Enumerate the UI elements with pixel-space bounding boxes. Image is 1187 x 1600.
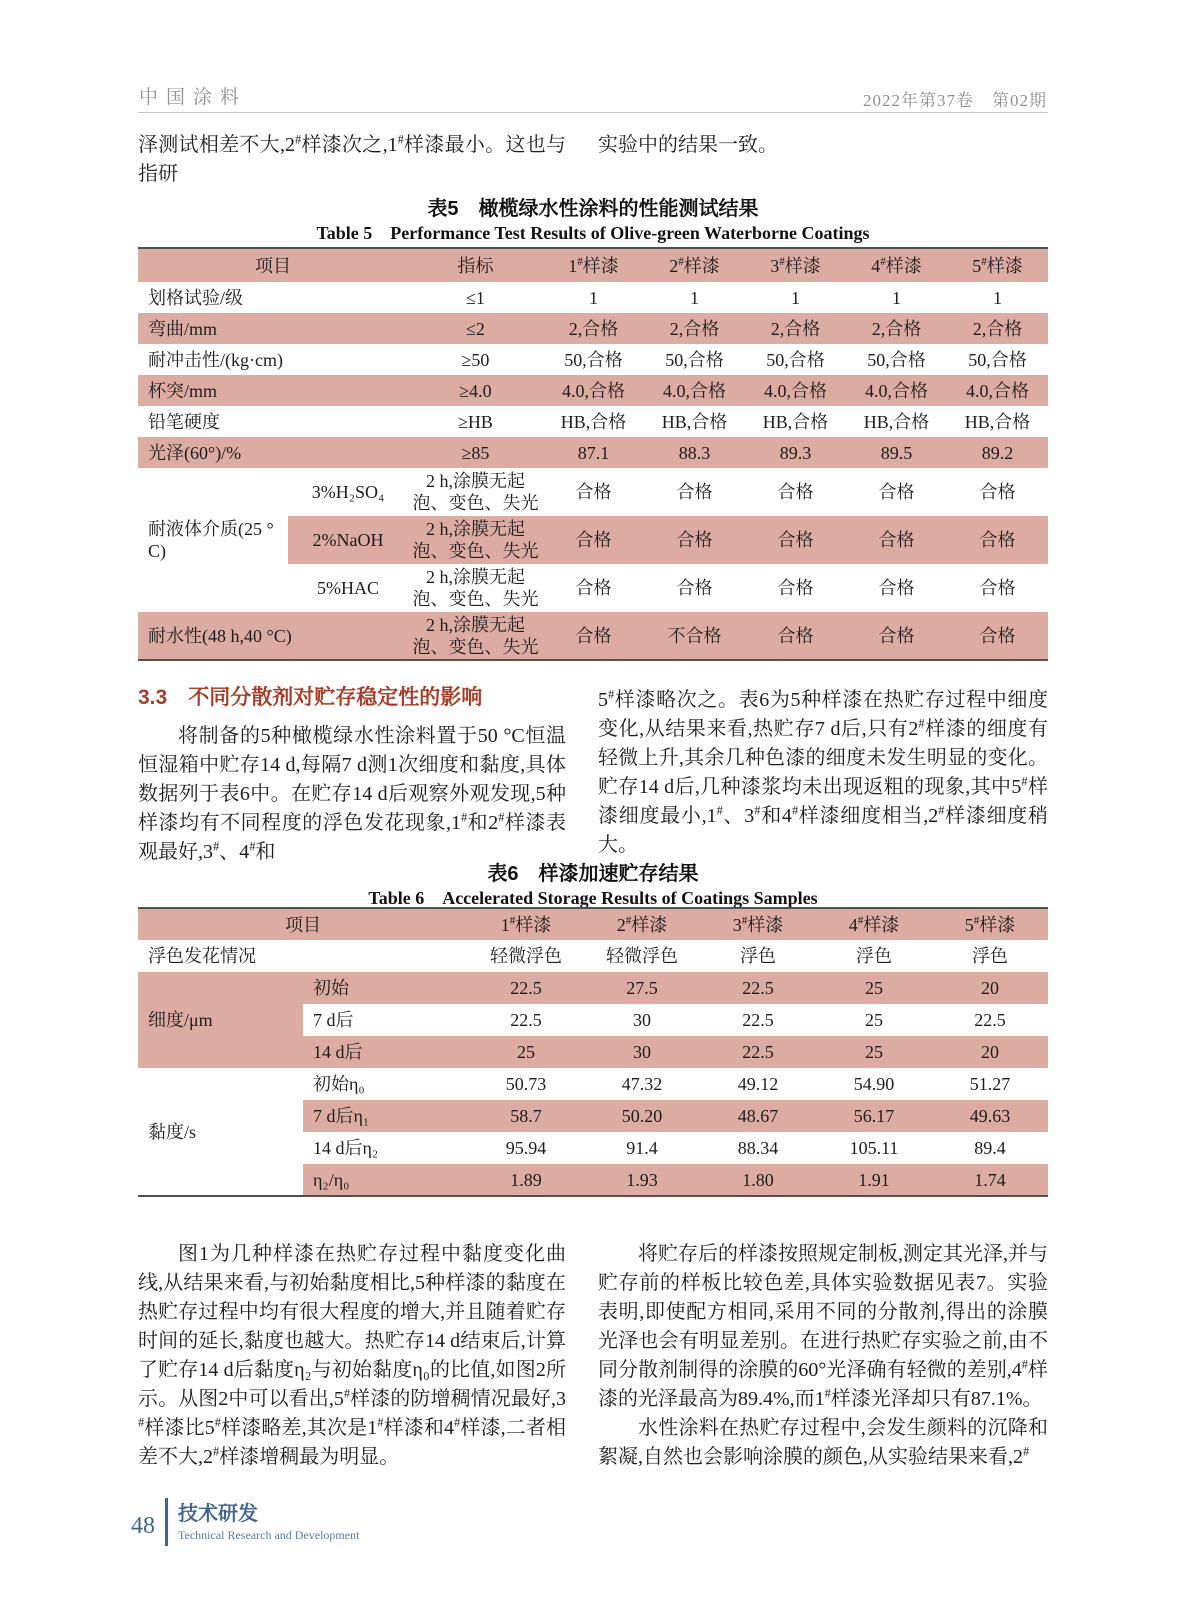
table-cell: 20	[932, 1036, 1048, 1068]
table-cell: ≥HB	[458, 411, 493, 432]
table-cell: 91.4	[626, 1138, 658, 1158]
table-cell: 50,合格	[766, 349, 825, 370]
table-cell: 浮色	[856, 946, 892, 966]
table-cell: 耐冲击性/(kg·cm)	[148, 349, 283, 370]
table-row	[138, 406, 1048, 437]
table-row	[138, 344, 1048, 375]
table-cell: 4.0,合格	[543, 375, 644, 406]
table-header-cell: 项目	[138, 908, 468, 940]
table-cell: 合格	[676, 578, 713, 598]
table-cell: 27.5	[584, 972, 700, 1004]
table-cell: 20	[932, 972, 1048, 1004]
table-cell: 89.2	[947, 437, 1048, 468]
table-cell: 初始	[303, 972, 468, 1004]
table-cell: 铅笔硬度	[148, 411, 220, 432]
footer-section	[178, 1501, 359, 1543]
table-row	[138, 972, 1048, 1004]
table-cell: 合格	[543, 516, 644, 564]
table5	[138, 247, 1048, 661]
table-header-cell: 2#样漆	[644, 248, 745, 282]
table-cell: 25	[468, 1036, 584, 1068]
table-cell: 89.4	[974, 1138, 1006, 1158]
table-cell: 3%H₂SO₄	[311, 482, 385, 502]
table-cell: 47.32	[621, 1074, 663, 1094]
table-cell: 2,合格	[846, 313, 947, 344]
table-cell: 25	[816, 972, 932, 1004]
table-row	[138, 612, 1048, 660]
table5-caption-en: Table 5 Performance Test Results of Olive-green Waterborne Coatings	[316, 223, 870, 243]
section-3-3-left-text: 将制备的5种橄榄绿水性涂料置于50 °C恒温恒湿箱中贮存14 d,每隔7 d测1次细度和黏度,具体数据列于表6中。在贮存14 d后观察外观发现,5种样漆均有不同程度的浮色发花现象,1#和2#样漆表观最好,3#、4#和	[138, 725, 567, 863]
intro-left-text: 泽测试相差不大,2#样漆次之,1#样漆最小。这也与指研	[138, 132, 567, 185]
table-header-cell: 3#样漆	[745, 248, 846, 282]
table-cell: 49.12	[737, 1074, 779, 1094]
table-cell: 合格	[676, 482, 713, 502]
table-header-cell: 1#样漆	[468, 908, 584, 940]
table-header-cell: 5#样漆	[947, 248, 1048, 282]
table-cell: 49.63	[932, 1100, 1048, 1132]
table-row	[138, 375, 1048, 406]
table-cell: 88.34	[737, 1138, 779, 1158]
table-row	[138, 1068, 1048, 1100]
table-cell: ≤2	[408, 313, 543, 344]
table-cell: 合格	[745, 612, 846, 660]
table-cell: 7 d后	[313, 1010, 354, 1030]
table-cell: 初始η₀	[313, 1074, 365, 1094]
table-cell: 浮色	[972, 946, 1008, 966]
table-cell: 50.20	[584, 1100, 700, 1132]
issue-info: 2022年第37卷 第02期	[863, 91, 1047, 110]
table-cell: 2%NaOH	[288, 516, 408, 564]
table-cell: 50,合格	[867, 349, 926, 370]
footer-divider	[165, 1498, 168, 1546]
table-cell: 30	[633, 1010, 651, 1030]
table-cell: 7 d后η₁	[303, 1100, 468, 1132]
table6-caption-en: Table 6 Accelerated Storage Results of Coatings Samples	[368, 888, 818, 908]
section-3-3-left-column	[138, 683, 566, 867]
section-3-3-right-column	[598, 686, 1048, 860]
journal-title: 中国涂料	[139, 87, 248, 108]
bottom-right-text-2: 水性涂料在热贮存过程中,会发生颜料的沉降和絮凝,自然也会影响涂膜的颜色,从实验结果来看,2#	[598, 1417, 1048, 1468]
table-cell: 89.3	[745, 437, 846, 468]
table-cell: 划格试验/级	[148, 287, 244, 308]
table5-caption-zh: 表5 橄榄绿水性涂料的性能测试结果	[427, 198, 759, 220]
table-row	[138, 468, 1048, 516]
table-cell: 50.73	[505, 1074, 547, 1094]
table-cell: 2 h,涂膜无起泡、变色、失光	[408, 516, 543, 564]
table-cell: 22.5	[510, 1010, 542, 1030]
table-cell: 轻微浮色	[606, 946, 678, 966]
table-cell-group-label: 耐液体介质(25 °C)	[148, 519, 274, 561]
table-cell: 4.0,合格	[947, 375, 1048, 406]
table-cell: 合格	[644, 516, 745, 564]
table6-header-row	[138, 908, 1048, 940]
table-cell: 14 d后	[303, 1036, 468, 1068]
table-cell: 2,合格	[543, 313, 644, 344]
table-row	[138, 437, 1048, 468]
table-cell: 合格	[777, 578, 814, 598]
table-cell: 25	[816, 1036, 932, 1068]
table-cell: 4.0,合格	[846, 375, 947, 406]
table-cell: 浮色发花情况	[148, 946, 256, 966]
table-cell: 4.0,合格	[644, 375, 745, 406]
table-cell: 1.93	[584, 1164, 700, 1196]
table-cell: 1	[690, 287, 699, 308]
table-cell: 30	[584, 1036, 700, 1068]
table-header-cell: 4#样漆	[816, 908, 932, 940]
table-cell: 88.3	[644, 437, 745, 468]
table-header-cell: 4#样漆	[846, 248, 947, 282]
table-cell: 2 h,涂膜无起泡、变色、失光	[412, 567, 539, 609]
table-cell: 合格	[575, 578, 612, 598]
table-cell: 合格	[846, 516, 947, 564]
table-row	[138, 313, 1048, 344]
table-cell: 22.5	[742, 1010, 774, 1030]
table-cell: ≥4.0	[408, 375, 543, 406]
table-cell: 51.27	[969, 1074, 1011, 1094]
footer-section-subtitle: Technical Research and Development	[178, 1528, 360, 1542]
table-cell: 25	[865, 1010, 883, 1030]
table-header-cell: 项目	[138, 248, 408, 282]
table-cell: 1	[589, 287, 598, 308]
table-header-cell: 5#样漆	[932, 908, 1048, 940]
table-cell: 1.91	[816, 1164, 932, 1196]
intro-right-column	[598, 131, 1048, 160]
table-cell: 2,合格	[947, 313, 1048, 344]
table-cell: 50,合格	[665, 349, 724, 370]
table-cell: 50,合格	[968, 349, 1027, 370]
table-cell: 弯曲/mm	[138, 313, 408, 344]
table-cell: 合格	[979, 578, 1016, 598]
table-cell: 合格	[947, 516, 1048, 564]
table-cell: 合格	[575, 482, 612, 502]
table6-caption-zh: 表6 样漆加速贮存结果	[487, 863, 699, 885]
table-header-cell: 1#样漆	[543, 248, 644, 282]
footer-section-title: 技术研发	[178, 1503, 258, 1525]
table-cell: 1	[993, 287, 1002, 308]
table-cell: 2,合格	[745, 313, 846, 344]
table-cell: 22.5	[700, 972, 816, 1004]
table-cell: 48.67	[700, 1100, 816, 1132]
table-cell: 合格	[878, 482, 915, 502]
table-cell: 5%HAC	[317, 578, 379, 598]
table-cell: HB,合格	[560, 411, 627, 432]
bottom-left-column	[138, 1240, 566, 1472]
table-cell: 杯突/mm	[138, 375, 408, 406]
table-header-cell: 指标	[408, 248, 543, 282]
table-cell: 1.80	[700, 1164, 816, 1196]
table-cell-group-label: 黏度/s	[148, 1121, 197, 1142]
section-heading: 3.3 不同分散剂对贮存稳定性的影响	[138, 686, 483, 709]
table-cell: 浮色	[740, 946, 776, 966]
table-cell: 合格	[846, 612, 947, 660]
table-cell: 光泽(60°)/%	[138, 437, 408, 468]
table-cell: 合格	[543, 612, 644, 660]
table-cell: 轻微浮色	[490, 946, 562, 966]
page-number: 48	[131, 1512, 155, 1539]
table-row	[138, 282, 1048, 313]
table5-header-row	[138, 248, 1048, 282]
table-cell: 合格	[878, 578, 915, 598]
table-cell: 2,合格	[644, 313, 745, 344]
table-row	[138, 940, 1048, 972]
table-cell: ≥85	[408, 437, 543, 468]
table-cell: η₂/η₀	[303, 1164, 468, 1196]
table6	[138, 907, 1048, 1197]
table-cell: 95.94	[505, 1138, 547, 1158]
table-cell: 合格	[979, 482, 1016, 502]
table-cell: 2 h,涂膜无起泡、变色、失光	[408, 612, 543, 660]
table-cell: 89.5	[846, 437, 947, 468]
table-cell: 1.74	[932, 1164, 1048, 1196]
table-cell: HB,合格	[964, 411, 1031, 432]
table-cell: 22.5	[974, 1010, 1006, 1030]
table-cell: 22.5	[700, 1036, 816, 1068]
table-cell: 合格	[745, 516, 846, 564]
table-cell: 58.7	[468, 1100, 584, 1132]
table-cell: 1	[791, 287, 800, 308]
table-cell: 14 d后η₂	[313, 1138, 379, 1158]
table-cell: HB,合格	[762, 411, 829, 432]
table-cell: 4.0,合格	[745, 375, 846, 406]
table-header-cell: 2#样漆	[584, 908, 700, 940]
section-3-3-right-text: 5#样漆略次之。表6为5种样漆在热贮存过程中细度变化,从结果来看,热贮存7 d后,只有2#样漆的细度有轻微上升,其余几种色漆的细度未发生明显的变化。贮存14 d后,几种漆浆均未出现返粗的现象,其中5#样漆细度最小,1#、3#和4#样漆细度相当,2#样漆细度稍大。	[598, 687, 1049, 856]
table-cell: 合格	[947, 612, 1048, 660]
bottom-left-text: 图1为几种样漆在热贮存过程中黏度变化曲线,从结果来看,与初始黏度相比,5种样漆的黏度在热贮存过程中均有很大程度的增大,并且随着贮存时间的延长,黏度也越大。热贮存14 d结束后,计算了贮存14 d后黏度η₂与初始黏度η₀的比值,如图2所示。从图2中可以看出,5#样漆的防增稠情况最好,3#样漆比5#样漆略差,其次是1#样漆和4#样漆,二者相差不大,2#样漆增稠最为明显。	[138, 1243, 567, 1468]
table-cell: HB,合格	[863, 411, 930, 432]
table-cell: 耐水性(48 h,40 °C)	[138, 612, 408, 660]
table-cell: 50,合格	[564, 349, 623, 370]
table-cell: 1	[892, 287, 901, 308]
bottom-right-text-1: 将贮存后的样漆按照规定制板,测定其光泽,并与贮存前的样板比较色差,具体实验数据见表7。实验表明,即使配方相同,采用不同的分散剂,得出的涂膜光泽也会有明显差别。在进行热贮存实验之前,由不同分散剂制得的涂膜的60°光泽确有轻微的差别,4#样漆的光泽最高为89.4%,而1#样漆光泽却只有87.1%。	[598, 1243, 1049, 1410]
table-cell-group-label: 细度/μm	[138, 972, 303, 1068]
intro-left-column	[138, 131, 566, 189]
table-cell: ≥50	[461, 349, 490, 370]
page-footer	[131, 1498, 359, 1546]
table-header-cell: 3#样漆	[700, 908, 816, 940]
table-cell: 105.11	[849, 1138, 899, 1158]
table-cell: ≤1	[466, 287, 485, 308]
table-cell: 合格	[777, 482, 814, 502]
table-cell: 22.5	[468, 972, 584, 1004]
table-cell: 87.1	[543, 437, 644, 468]
table-cell: 2 h,涂膜无起泡、变色、失光	[412, 471, 539, 513]
intro-right-text: 实验中的结果一致。	[598, 134, 778, 156]
table-cell: 不合格	[644, 612, 745, 660]
table-cell: 56.17	[816, 1100, 932, 1132]
table-cell: 54.90	[853, 1074, 895, 1094]
header-rule	[138, 112, 1048, 113]
table-cell: HB,合格	[661, 411, 728, 432]
bottom-right-column	[598, 1240, 1048, 1472]
table-cell: 1.89	[468, 1164, 584, 1196]
